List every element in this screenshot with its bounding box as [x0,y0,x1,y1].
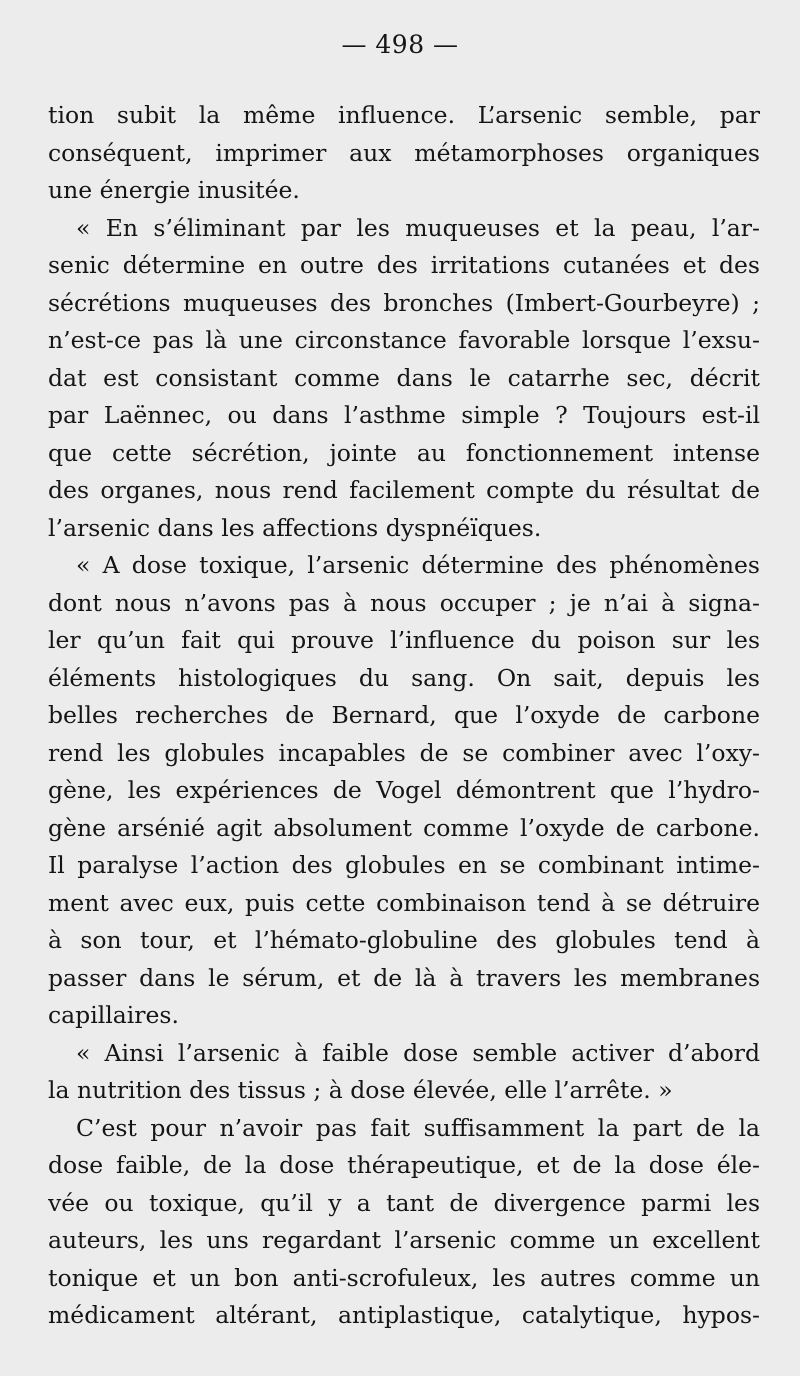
text-line: « Ainsi l’arsenic à faible dose semble activer d’abord [76,1038,760,1067]
text-line: tion subit la même influence. L’arsenic semble, par [48,101,760,129]
text-line: sécrétions muqueuses des bronches (Imbert-Gourbeyre) ; [48,288,760,317]
text-line: n’est-ce pas là une circonstance favorable lorsque l’exsu- [48,326,760,354]
text-line: dont nous n’avons pas à nous occuper ; je n’ai à signa- [48,588,760,617]
text-line: que cette sécrétion, jointe au fonctionnement intense [48,438,760,467]
text-line: ment avec eux, puis cette combinaison tend à se détruire [48,888,760,917]
text-line: « A dose toxique, l’arsenic détermine des phénomènes [76,551,760,579]
text-line: médicament altérant, antiplastique, catalytique, hypos- [48,1301,760,1329]
text-line: conséquent, imprimer aux métamorphoses organiques [48,138,760,167]
text-line: senic détermine en outre des irritations cutanées et des [48,251,760,279]
text-line: gène arsénié agit absolument comme l’oxyde de carbone. [48,813,760,842]
text-line: la nutrition des tissus ; à dose élevée, elle l’arrête. » [48,1076,673,1104]
text-line: dat est consistant comme dans le catarrhe sec, décrit [48,363,760,392]
text-line: « En s’éliminant par les muqueuses et la peau, l’ar- [76,213,760,242]
text-line: belles recherches de Bernard, que l’oxyde de carbone [48,701,760,729]
text-line: vée ou toxique, qu’il y a tant de divergence parmi les [48,1188,760,1217]
text-line: Il paralyse l’action des globules en se combinant intime- [48,851,760,879]
text-line: ler qu’un fait qui prouve l’influence du poison sur les [48,626,760,654]
text-line: éléments histologiques du sang. On sait, depuis les [48,663,760,692]
text-line: par Laënnec, ou dans l’asthme simple ? Toujours est-il [48,401,760,429]
text-line: C’est pour n’avoir pas fait suffisamment la part de la [76,1113,760,1142]
page-number: — 498 — [341,30,459,59]
body-text [48,97,760,1335]
text-line: tonique et un bon anti-scrofuleux, les autres comme un [48,1263,760,1292]
text-line: une énergie inusitée. [48,176,300,204]
text-line: des organes, nous rend facilement compte du résultat de [48,476,760,504]
text-line: gène, les expériences de Vogel démontrent que l’hydro- [48,776,760,804]
text-line: l’arsenic dans les affections dyspnéïques. [48,513,542,542]
text-line: passer dans le sérum, et de là à travers les membranes [48,963,760,992]
text-line: capillaires. [48,1001,179,1029]
text-line: auteurs, les uns regardant l’arsenic comme un excellent [48,1226,760,1254]
text-line: dose faible, de la dose thérapeutique, et de la dose éle- [48,1151,760,1179]
text-line: à son tour, et l’hémato-globuline des globules tend à [48,926,760,954]
text-line: rend les globules incapables de se combiner avec l’oxy- [48,738,760,767]
